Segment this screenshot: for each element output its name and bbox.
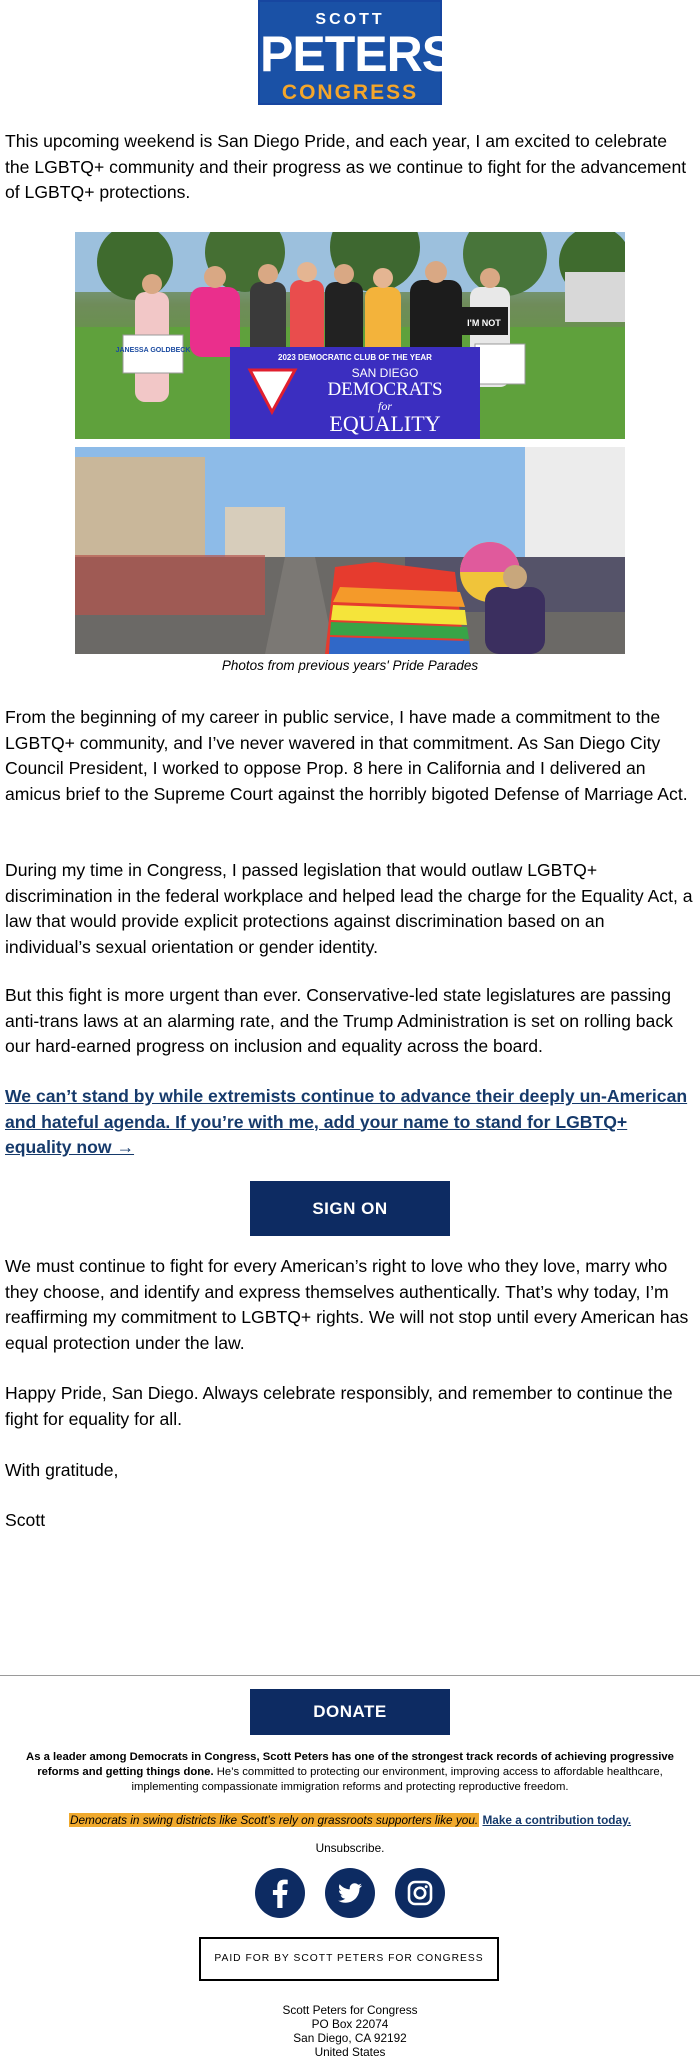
swing-district-highlight: Democrats in swing districts like Scott’s rely on grassroots supporters like you. [69,1813,479,1827]
banner-line-1: SAN DIEGO [351,366,419,380]
stand-for-equality-link[interactable]: We can’t stand by while extremists continue to advance their deeply un-American and hateful agenda. If you’re with me, add your name to stand for LGBTQ+ equality now → [5,1086,688,1157]
banner-top-text: 2023 DEMOCRATIC CLUB OF THE YEAR [278,353,432,362]
sign-left-text: JANESSA GOLDBECK [115,347,191,354]
pride-photo-group [75,232,625,439]
address-line-1: Scott Peters for Congress [282,2003,418,2017]
paragraph-urgent: But this fight is more urgent than ever. Conservative-led state legislatures are passing anti-trans laws at an alarming rate, and the Trump Administration is set on rolling back our hard-earned progress on inclusion and equality across the board. [5,985,673,1056]
logo-line-1: SCOTT [315,11,385,28]
address-line-4: United States [314,2045,386,2059]
instagram-icon[interactable] [395,1868,445,1918]
facebook-icon[interactable] [255,1868,305,1918]
sign-off-gratitude: With gratitude, [5,1460,119,1480]
donate-button[interactable]: DONATE [250,1689,450,1735]
signature-name: Scott [5,1510,46,1530]
paragraph-congress: During my time in Congress, I passed legislation that would outlaw LGBTQ+ discrimination in the federal workplace and helped lead the charge for the Equality Act, a law that would provide explicit protections against discrimination based on an individual’s sexual orientation or gender identity. [5,860,693,957]
unsubscribe-link[interactable]: Unsubscribe. [315,1841,385,1855]
sign-on-button[interactable]: SIGN ON [250,1181,450,1236]
swing-district-line [0,1812,700,1828]
pride-photo-parade-drawing [75,447,625,654]
contribution-link[interactable]: Make a contribution today. [482,1813,632,1827]
paragraph-fight: We must continue to fight for every American’s right to love who they love, marry who they choose, and identify and express themselves authentically. That’s why today, I’m reaffirming my commitment to LGBTQ+ rights. We will not stop until every American has equal protection under the law. [5,1256,689,1353]
pride-photo-parade [75,447,625,654]
logo [258,0,455,105]
logo-line-2: PETERS [260,26,455,82]
shirt-text: I'M NOT [467,318,501,328]
photo-caption: Photos from previous years' Pride Parades [221,658,479,673]
address-line-2: PO Box 22074 [311,2017,389,2031]
banner-line-3: for [377,399,393,413]
footer-divider [0,1675,700,1676]
social-links [0,1868,700,1920]
twitter-icon[interactable] [325,1868,375,1918]
paragraph-happy-pride: Happy Pride, San Diego. Always celebrate responsibly, and remember to continue the fight for equality for all. [5,1383,673,1429]
logo-line-3: CONGRESS [281,81,419,104]
footer-bio [5,1750,695,1795]
footer-bio-bold: As a leader among Democrats in Congress, Scott Peters has one of the strongest track records of achieving progressive reforms and getting things done. [26,1751,674,1778]
address-line-3: San Diego, CA 92192 [293,2031,407,2045]
paragraph-career: From the beginning of my career in public service, I have made a commitment to the LGBTQ+ community, and I’ve never wavered in that commitment. As San Diego City Council President, I worked to oppose Prop. 8 here in California and I delivered an amicus brief to the Supreme Court against the horribly bigoted Defense of Marriage Act. [5,707,688,804]
paid-for-disclaimer: PAID FOR BY SCOTT PETERS FOR CONGRESS [199,1937,499,1981]
mailing-address [0,2003,700,2059]
banner-line-4: EQUALITY [329,411,441,436]
pride-photo-group-drawing [75,232,625,439]
banner-line-2: DEMOCRATS [327,379,443,400]
footer-bio-rest: He’s committed to protecting our environment, improving access to affordable healthcare, implementing compassionate immigration reforms and protecting reproductive freedom. [131,1766,663,1793]
intro-paragraph: This upcoming weekend is San Diego Pride, and each year, I am excited to celebrate the LGBTQ+ community and their progress as we continue to fight for the advancement of LGBTQ+ protections. [5,131,687,202]
